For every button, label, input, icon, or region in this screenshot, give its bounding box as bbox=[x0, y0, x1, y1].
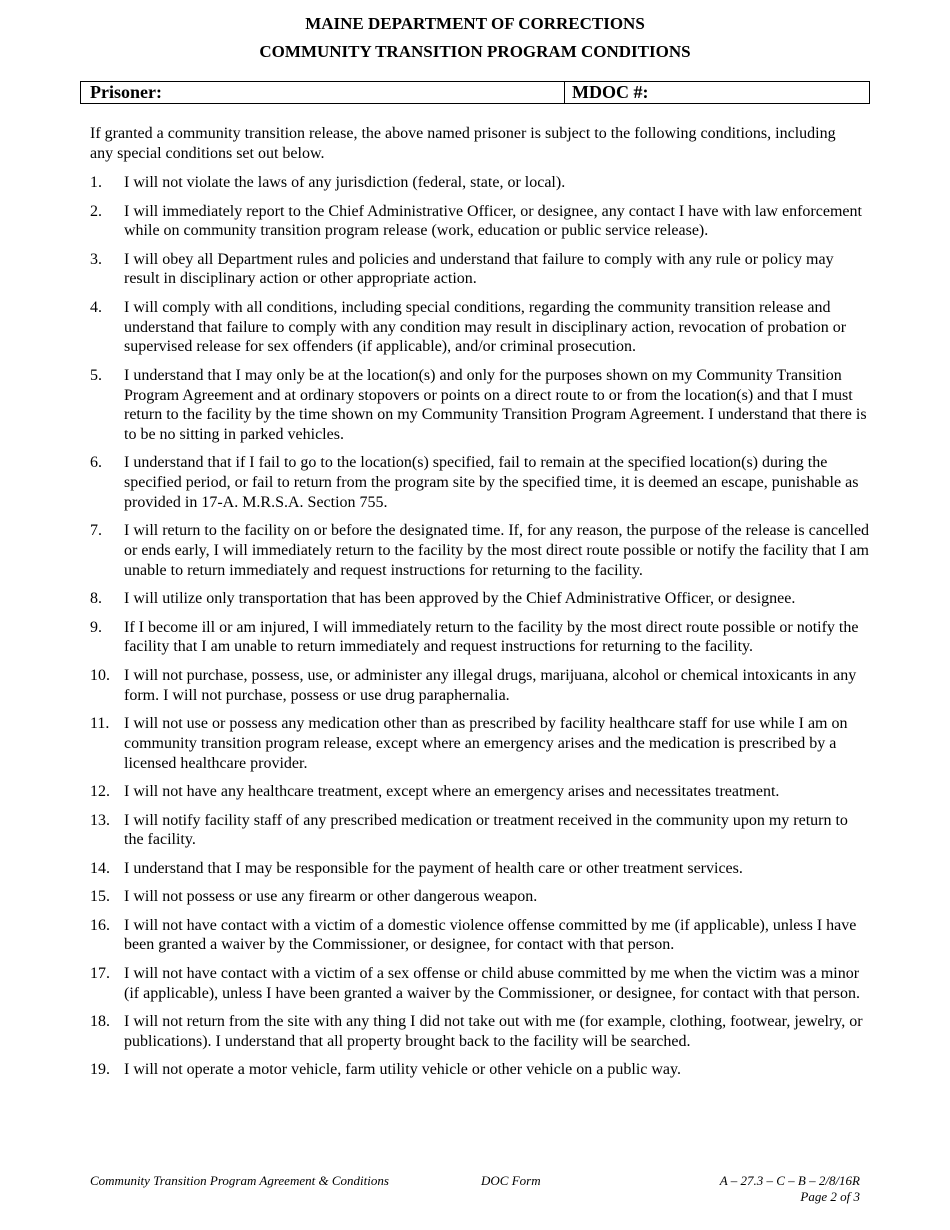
condition-number: 1. bbox=[90, 174, 102, 191]
condition-text: I understand that I may only be at the location(s) and only for the purposes shown on my Community Transition Program Agreement and at ordinary stopovers or points on a direct route to or from the location(s) and that I must return to the facility by the time shown on my Community Transition Program Agreement. I understand that there is to be no sitting in parked vehicles. bbox=[124, 366, 867, 443]
footer-form-code: A – 27.3 – C – B – 2/8/16R bbox=[719, 1173, 860, 1188]
condition-item bbox=[90, 714, 870, 773]
condition-text: I will not possess or use any firearm or other dangerous weapon. bbox=[124, 888, 538, 906]
condition-text: I will notify facility staff of any prescribed medication or treatment received in the community upon my return to the facility. bbox=[124, 811, 848, 849]
condition-item bbox=[90, 173, 870, 193]
condition-item bbox=[90, 521, 870, 580]
condition-text: I will not have contact with a victim of a sex offense or child abuse committed by me when the victim was a minor (if applicable), unless I have been granted a waiver by the Commissioner, or designee, for contact with that person. bbox=[124, 964, 861, 1002]
condition-number: 16. bbox=[90, 916, 110, 934]
condition-item bbox=[90, 859, 870, 879]
condition-text: I will not have contact with a victim of a domestic violence offense committed by me (if applicable), unless I have been granted a waiver by the Commissioner, or designee, for contact with that person. bbox=[124, 916, 857, 954]
intro-paragraph: If granted a community transition release, the above named prisoner is subject to the following conditions, including any special conditions set out below. bbox=[90, 125, 836, 162]
condition-number: 6. bbox=[90, 454, 102, 472]
condition-number: 18. bbox=[90, 1013, 110, 1031]
condition-number: 3. bbox=[90, 250, 102, 268]
prisoner-field[interactable]: Prisoner: bbox=[81, 82, 565, 103]
condition-item bbox=[90, 453, 870, 512]
condition-text: I understand that I may be responsible for the payment of health care or other treatment services. bbox=[124, 859, 743, 877]
condition-text: If I become ill or am injured, I will immediately return to the facility by the most direct route possible or notify the facility that I am unable to return immediately and request instructions for returning to the facility. bbox=[124, 618, 859, 656]
footer-page-number: Page 2 of 3 bbox=[800, 1189, 860, 1204]
condition-number: 7. bbox=[90, 522, 102, 540]
condition-number: 10. bbox=[90, 666, 110, 684]
condition-number: 9. bbox=[90, 618, 102, 636]
condition-item bbox=[90, 298, 870, 357]
condition-item bbox=[90, 250, 870, 289]
condition-text: I will obey all Department rules and policies and understand that failure to comply with any rule or policy may result in disciplinary action or other appropriate action. bbox=[124, 250, 834, 288]
prisoner-info-table bbox=[80, 81, 870, 104]
condition-item bbox=[90, 618, 870, 657]
condition-number: 17. bbox=[90, 964, 110, 982]
condition-item bbox=[90, 1060, 870, 1080]
condition-item bbox=[90, 782, 870, 802]
condition-item bbox=[90, 964, 870, 1003]
condition-text: I will not use or possess any medication other than as prescribed by facility healthcare staff for use while I am on community transition program release, except where an emergency arises and the medication is prescribed by a licensed healthcare provider. bbox=[124, 715, 848, 772]
condition-text: I will return to the facility on or before the designated time. If, for any reason, the purpose of the release is cancelled or ends early, I will immediately return to the facility by the most direct route possible or notify the facility that I am unable to return immediately and request instructions for returning to the facility. bbox=[124, 522, 870, 579]
condition-text: I will immediately report to the Chief Administrative Officer, or designee, any contact I have with law enforcement while on community transition program release (work, education or public service release). bbox=[124, 202, 862, 240]
condition-number: 13. bbox=[90, 811, 110, 829]
condition-number: 12. bbox=[90, 783, 110, 801]
condition-number: 5. bbox=[90, 366, 102, 384]
condition-text: I will not have any healthcare treatment, except where an emergency arises and necessitates treatment. bbox=[124, 783, 780, 801]
condition-item bbox=[90, 366, 870, 445]
condition-text: I will comply with all conditions, including special conditions, regarding the community transition release and understand that failure to comply with any condition may result in disciplinary action, revocation of probation or supervised release for sex offenders (if applicable), and/or criminal prosecution. bbox=[124, 298, 847, 356]
condition-number: 15. bbox=[90, 888, 110, 906]
footer-form-code-block bbox=[640, 1173, 860, 1205]
condition-number: 8. bbox=[90, 590, 102, 608]
condition-item bbox=[90, 1012, 870, 1051]
condition-number: 19. bbox=[90, 1061, 110, 1079]
condition-text: I will not purchase, possess, use, or administer any illegal drugs, marijuana, alcohol or chemical intoxicants in any form. I will not purchase, possess or use drug paraphernalia. bbox=[124, 666, 857, 704]
condition-item bbox=[90, 887, 870, 907]
condition-item bbox=[90, 589, 870, 609]
conditions-list bbox=[90, 173, 870, 1089]
condition-item bbox=[90, 666, 870, 705]
condition-number: 14. bbox=[90, 859, 110, 877]
condition-item bbox=[90, 811, 870, 850]
department-title: MAINE DEPARTMENT OF CORRECTIONS bbox=[305, 14, 645, 33]
condition-text: I will not return from the site with any thing I did not take out with me (for example, clothing, footwear, jewelry, or publications). I understand that all property brought back to the facility will be searched. bbox=[124, 1013, 863, 1050]
condition-item bbox=[90, 916, 870, 955]
condition-text: I will not violate the laws of any jurisdiction (federal, state, or local). bbox=[124, 174, 566, 191]
condition-number: 4. bbox=[90, 298, 102, 316]
condition-number: 11. bbox=[90, 715, 110, 733]
condition-item bbox=[90, 202, 870, 241]
condition-text: I will utilize only transportation that has been approved by the Chief Administrative Officer, or designee. bbox=[124, 590, 796, 608]
footer-form-title: Community Transition Program Agreement & Conditions bbox=[90, 1173, 389, 1188]
condition-text: I understand that if I fail to go to the location(s) specified, fail to remain at the specified location(s) during the specified period, or fail to return from the program site by the specified time, it is deemed an escape, punishable as provided in 17-A. M.R.S.A. Section 755. bbox=[124, 454, 859, 511]
mdoc-number-field[interactable]: MDOC #: bbox=[572, 82, 649, 102]
form-title: COMMUNITY TRANSITION PROGRAM CONDITIONS bbox=[259, 42, 691, 61]
condition-text: I will not operate a motor vehicle, farm utility vehicle or other vehicle on a public way. bbox=[124, 1061, 681, 1079]
condition-number: 2. bbox=[90, 202, 102, 220]
footer-form-type: DOC Form bbox=[481, 1173, 541, 1188]
